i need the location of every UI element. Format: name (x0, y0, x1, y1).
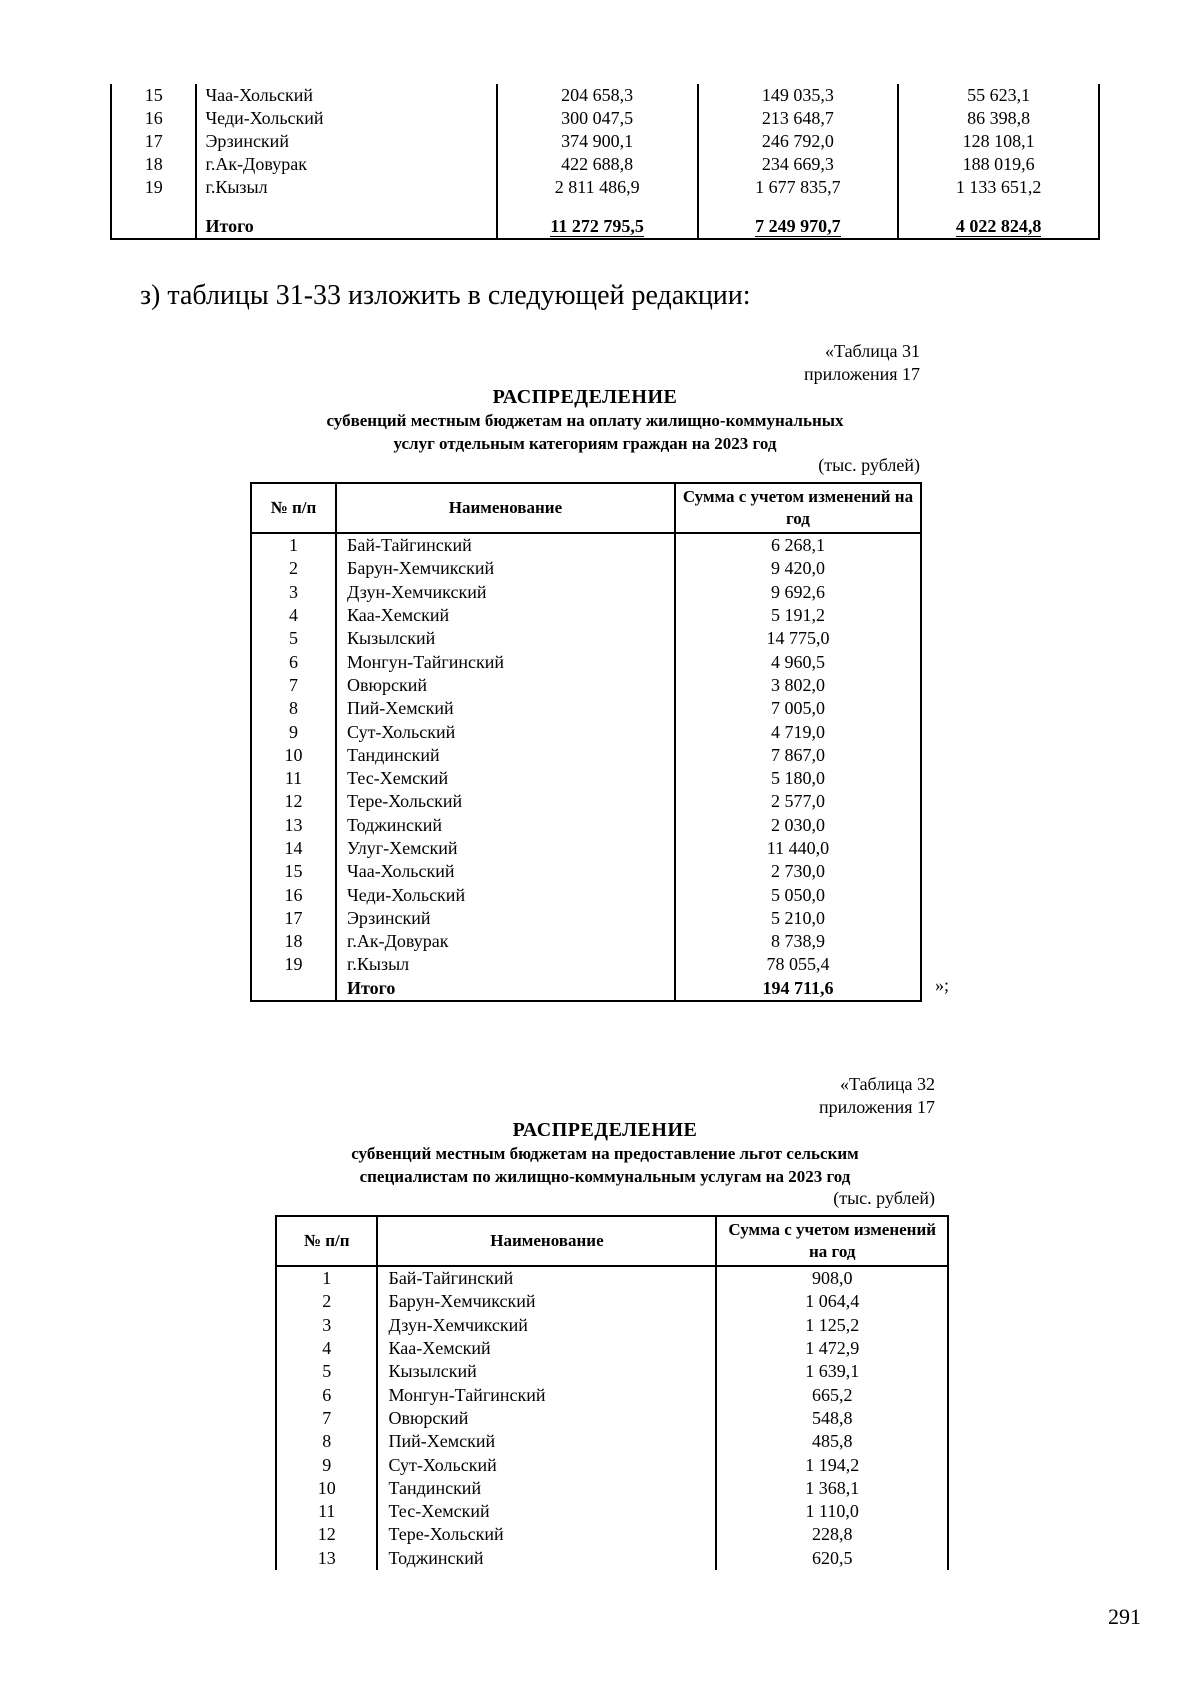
row-value: 4 719,0 (675, 720, 921, 743)
row-value: 620,5 (716, 1547, 948, 1570)
page-number: 291 (1108, 1604, 1141, 1629)
row-number: 7 (251, 674, 336, 697)
row-number: 15 (111, 84, 196, 107)
row-value: 7 005,0 (675, 697, 921, 720)
row-value: 1 472,9 (716, 1337, 948, 1360)
row-name: Дзун-Хемчикский (377, 1314, 716, 1337)
table-row (251, 604, 921, 627)
row-name: Кызылский (336, 627, 675, 650)
row-value: 8 738,9 (675, 930, 921, 953)
table31-subheading-line1: субвенций местным бюджетам на оплату жилищно-коммунальных (326, 411, 844, 430)
spacer-row (111, 199, 1099, 215)
table31-caption-line1: «Таблица 31 (825, 341, 920, 361)
row-value-2: 1 677 835,7 (698, 176, 899, 199)
table31-subheading-line2: услуг отдельным категориям граждан на 2023 год (393, 434, 777, 453)
row-number: 1 (276, 1266, 377, 1290)
row-number: 18 (251, 930, 336, 953)
table32-caption-line1: «Таблица 32 (840, 1074, 935, 1094)
row-number: 1 (251, 533, 336, 557)
row-name: Улуг-Хемский (336, 837, 675, 860)
row-value-2: 213 648,7 (698, 107, 899, 130)
table-row (276, 1314, 948, 1337)
table-row (251, 814, 921, 837)
row-number: 16 (251, 883, 336, 906)
top-table-footer (111, 199, 1099, 239)
table31-col-sum: Сумма с учетом изменений на год (675, 483, 921, 533)
row-value: 4 960,5 (675, 650, 921, 673)
table-row (276, 1523, 948, 1546)
row-name: Каа-Хемский (377, 1337, 716, 1360)
row-value: 5 180,0 (675, 767, 921, 790)
row-number: 18 (111, 153, 196, 176)
table31-units: (тыс. рублей) (818, 455, 920, 475)
table31-header-block (250, 340, 920, 475)
row-number: 8 (251, 697, 336, 720)
row-name: г.Кызыл (336, 953, 675, 976)
table-row (251, 557, 921, 580)
table-row (111, 153, 1099, 176)
table31-header-row (251, 483, 921, 533)
row-number: 12 (276, 1523, 377, 1546)
row-name: Овюрский (336, 674, 675, 697)
table31-col-name: Наименование (336, 483, 675, 533)
table-row (111, 130, 1099, 153)
row-number: 6 (251, 650, 336, 673)
row-value: 78 055,4 (675, 953, 921, 976)
table32-subheading-line2: специалистам по жилищно-коммунальным услугам на 2023 год (359, 1167, 851, 1186)
table32-header-row (276, 1216, 948, 1266)
row-number: 19 (111, 176, 196, 199)
table-row (111, 176, 1099, 199)
row-value: 2 730,0 (675, 860, 921, 883)
table31-total-row (251, 977, 921, 1001)
table31-col-num: № п/п (251, 483, 336, 533)
row-value: 2 577,0 (675, 790, 921, 813)
row-number: 17 (251, 907, 336, 930)
table32-header-block (275, 1073, 935, 1208)
row-value: 11 440,0 (675, 837, 921, 860)
row-name: Барун-Хемчикский (336, 557, 675, 580)
row-value: 9 420,0 (675, 557, 921, 580)
row-name: Барун-Хемчикский (377, 1290, 716, 1313)
row-number: 2 (251, 557, 336, 580)
top-total-v1: 11 272 795,5 (550, 216, 644, 236)
row-name: Чаа-Хольский (336, 860, 675, 883)
row-value: 665,2 (716, 1383, 948, 1406)
table-row (251, 767, 921, 790)
row-name: Тере-Хольский (377, 1523, 716, 1546)
row-number: 9 (276, 1453, 377, 1476)
row-value: 6 268,1 (675, 533, 921, 557)
row-value: 5 050,0 (675, 883, 921, 906)
row-value: 5 191,2 (675, 604, 921, 627)
row-name: Эрзинский (336, 907, 675, 930)
row-name: Тес-Хемский (336, 767, 675, 790)
row-number: 7 (276, 1407, 377, 1430)
row-value-3: 1 133 651,2 (898, 176, 1099, 199)
row-number: 5 (251, 627, 336, 650)
table-row (251, 581, 921, 604)
table-row (111, 84, 1099, 107)
row-name: Пий-Хемский (336, 697, 675, 720)
row-value-3: 86 398,8 (898, 107, 1099, 130)
table32-subheading-line1: субвенций местным бюджетам на предоставление льгот сельским (351, 1144, 859, 1163)
table-row (276, 1500, 948, 1523)
row-value: 1 194,2 (716, 1453, 948, 1476)
row-number: 11 (251, 767, 336, 790)
row-value-3: 55 623,1 (898, 84, 1099, 107)
table-row (276, 1360, 948, 1383)
row-value-2: 149 035,3 (698, 84, 899, 107)
table-row (276, 1290, 948, 1313)
row-name: Тоджинский (377, 1547, 716, 1570)
table-row (251, 533, 921, 557)
table31-caption-line2: приложения 17 (803, 364, 920, 384)
row-value-1: 374 900,1 (497, 130, 698, 153)
table-row (251, 650, 921, 673)
row-name: г.Ак-Довурак (336, 930, 675, 953)
table-row (251, 674, 921, 697)
table31-total-label: Итого (336, 977, 675, 1001)
row-value-3: 188 019,6 (898, 153, 1099, 176)
row-number: 9 (251, 720, 336, 743)
row-value: 1 368,1 (716, 1477, 948, 1500)
row-name: Сут-Хольский (336, 720, 675, 743)
row-name: Чеди-Хольский (336, 883, 675, 906)
table31-closing-quote: »; (935, 975, 950, 995)
row-number: 8 (276, 1430, 377, 1453)
row-name: Чеди-Хольский (196, 107, 496, 130)
row-number: 4 (251, 604, 336, 627)
top-total-label: Итого (196, 215, 496, 239)
row-name: Монгун-Тайгинский (377, 1383, 716, 1406)
row-name: Кызылский (377, 1360, 716, 1383)
row-name: Бай-Тайгинский (377, 1266, 716, 1290)
row-value: 1 110,0 (716, 1500, 948, 1523)
row-number: 15 (251, 860, 336, 883)
row-name: Тандинский (336, 744, 675, 767)
table-row (251, 790, 921, 813)
row-value: 548,8 (716, 1407, 948, 1430)
row-value: 228,8 (716, 1523, 948, 1546)
row-value-2: 234 669,3 (698, 153, 899, 176)
table-row (251, 720, 921, 743)
row-number: 19 (251, 953, 336, 976)
row-number: 10 (251, 744, 336, 767)
table32-col-name: Наименование (377, 1216, 716, 1266)
row-name: г.Кызыл (196, 176, 496, 199)
table32-heading: РАСПРЕДЕЛЕНИЕ (512, 1119, 698, 1141)
row-value: 2 030,0 (675, 814, 921, 837)
table31-body (251, 533, 921, 977)
row-value: 5 210,0 (675, 907, 921, 930)
row-number: 3 (276, 1314, 377, 1337)
row-number: 12 (251, 790, 336, 813)
table-row (276, 1430, 948, 1453)
row-value: 3 802,0 (675, 674, 921, 697)
row-value: 7 867,0 (675, 744, 921, 767)
top-table-body (111, 84, 1099, 199)
row-number: 3 (251, 581, 336, 604)
table-row (276, 1266, 948, 1290)
table-row (276, 1547, 948, 1570)
table-row (251, 697, 921, 720)
table-row (276, 1407, 948, 1430)
row-number: 13 (251, 814, 336, 837)
row-name: Монгун-Тайгинский (336, 650, 675, 673)
row-name: Тандинский (377, 1477, 716, 1500)
table-row (251, 883, 921, 906)
row-name: Каа-Хемский (336, 604, 675, 627)
row-name: г.Ак-Довурак (196, 153, 496, 176)
row-value: 1 125,2 (716, 1314, 948, 1337)
row-value: 1 639,1 (716, 1360, 948, 1383)
table32-units: (тыс. рублей) (833, 1188, 935, 1208)
table-row (251, 860, 921, 883)
top-total-v2: 7 249 970,7 (755, 216, 841, 236)
top-total-row (111, 215, 1099, 239)
table-row (276, 1383, 948, 1406)
row-name: Чаа-Хольский (196, 84, 496, 107)
row-number: 5 (276, 1360, 377, 1383)
instruction-text: з) таблицы 31-33 изложить в следующей редакции: (140, 280, 751, 311)
row-name: Эрзинский (196, 130, 496, 153)
row-value-1: 300 047,5 (497, 107, 698, 130)
row-name: Сут-Хольский (377, 1453, 716, 1476)
row-name: Бай-Тайгинский (336, 533, 675, 557)
row-value-2: 246 792,0 (698, 130, 899, 153)
row-value: 14 775,0 (675, 627, 921, 650)
row-name: Овюрский (377, 1407, 716, 1430)
row-number: 14 (251, 837, 336, 860)
row-number: 2 (276, 1290, 377, 1313)
row-name: Дзун-Хемчикский (336, 581, 675, 604)
table-row (251, 930, 921, 953)
table-row (251, 744, 921, 767)
top-total-v3: 4 022 824,8 (955, 216, 1042, 236)
row-number: 10 (276, 1477, 377, 1500)
row-value-3: 128 108,1 (898, 130, 1099, 153)
table-row (111, 107, 1099, 130)
row-value: 485,8 (716, 1430, 948, 1453)
row-number: 6 (276, 1383, 377, 1406)
row-number: 13 (276, 1547, 377, 1570)
row-number: 16 (111, 107, 196, 130)
top-budget-table (110, 84, 1100, 240)
table-row (276, 1453, 948, 1476)
row-name: Пий-Хемский (377, 1430, 716, 1453)
table31-total-value: 194 711,6 (675, 977, 921, 1001)
table-row (251, 837, 921, 860)
row-name: Тоджинский (336, 814, 675, 837)
table-row (251, 627, 921, 650)
row-number: 4 (276, 1337, 377, 1360)
table-row (276, 1477, 948, 1500)
table-row (276, 1337, 948, 1360)
table32-body (276, 1266, 948, 1570)
row-value-1: 422 688,8 (497, 153, 698, 176)
row-value: 1 064,4 (716, 1290, 948, 1313)
row-value: 908,0 (716, 1266, 948, 1290)
row-name: Тере-Хольский (336, 790, 675, 813)
table-row (251, 953, 921, 976)
row-number: 11 (276, 1500, 377, 1523)
table32-caption-line2: приложения 17 (818, 1097, 935, 1117)
row-value-1: 204 658,3 (497, 84, 698, 107)
table32 (275, 1215, 949, 1570)
table32-col-num: № п/п (276, 1216, 377, 1266)
table32-col-sum: Сумма с учетом изменений на год (716, 1216, 948, 1266)
row-value: 9 692,6 (675, 581, 921, 604)
row-number: 17 (111, 130, 196, 153)
table31 (250, 482, 922, 1002)
row-name: Тес-Хемский (377, 1500, 716, 1523)
table31-heading: РАСПРЕДЕЛЕНИЕ (492, 386, 678, 408)
row-value-1: 2 811 486,9 (497, 176, 698, 199)
table-row (251, 907, 921, 930)
